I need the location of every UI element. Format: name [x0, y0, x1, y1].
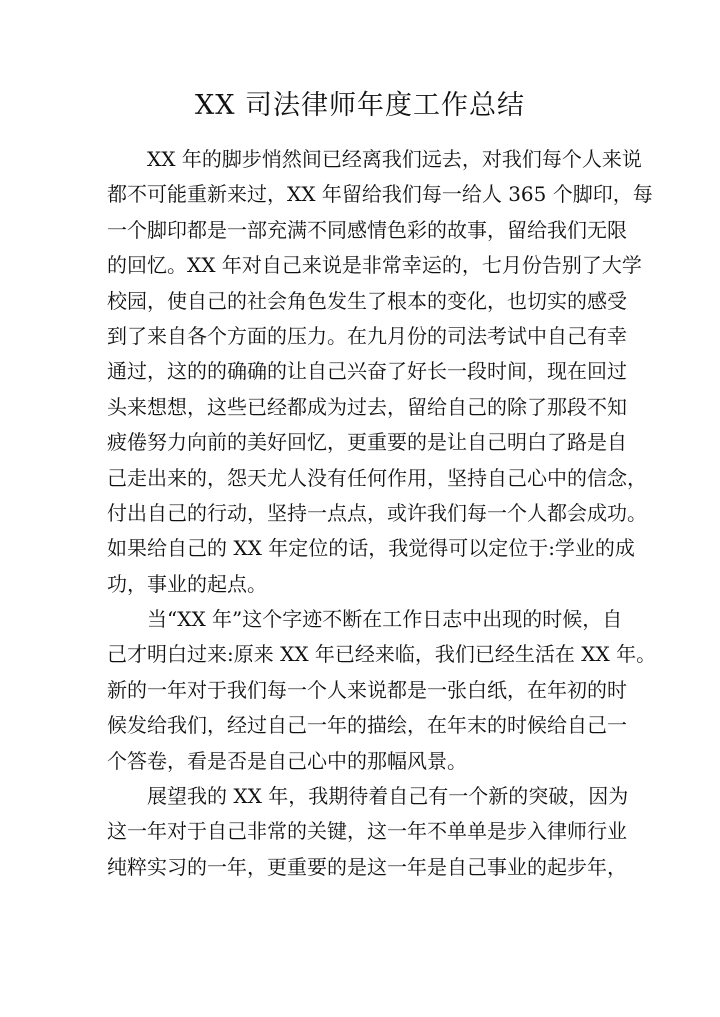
paragraph-1-line-2: 都不可能重新来过，XX 年留给我们每一给人 365 个脚印，每	[107, 182, 653, 207]
document-body	[107, 142, 657, 885]
paragraph-3-line-2: 这一年对于自己非常的关键，这一年不单单是步入律师行业	[107, 819, 627, 844]
paragraph-1-line-4: 的回忆。XX 年对自己来说是非常幸运的，七月份告别了大学	[107, 253, 642, 278]
paragraph-1-line-5: 校园，使自己的社会角色发生了根本的变化，也切实的感受	[107, 288, 627, 313]
paragraph-2-line-1: 当“XX 年”这个字迹不断在工作日志中出现的时候，自	[147, 607, 623, 632]
paragraph-1-line-13: 功，事业的起点。	[107, 571, 267, 596]
paragraph-3-line-3: 纯粹实习的一年，更重要的是这一年是自己事业的起步年，	[107, 854, 627, 879]
document-title: XX 司法律师年度工作总结	[194, 90, 526, 121]
paragraph-1-line-12: 如果给自己的 XX 年定位的话，我觉得可以定位于:学业的成	[107, 536, 635, 561]
paragraph-2-line-3: 新的一年对于我们每一个人来说都是一张白纸，在年初的时	[107, 677, 627, 702]
paragraph-2-line-4: 候发给我们，经过自己一年的描绘，在年末的时候给自己一	[107, 713, 627, 738]
paragraph-1-line-11: 付出自己的行动，坚持一点点，或许我们每一个人都会成功。	[107, 500, 647, 525]
paragraph-1-line-10: 己走出来的，怨天尤人没有任何作用，坚持自己心中的信念，	[107, 465, 647, 490]
paragraph-2-line-5: 个答卷，看是否是自己心中的那幅风景。	[107, 748, 467, 773]
paragraph-1-line-8: 头来想想，这些已经都成为过去，留给自己的除了那段不知	[107, 394, 627, 419]
paragraph-1-line-9: 疲倦努力向前的美好回忆，更重要的是让自己明白了路是自	[107, 430, 627, 455]
paragraph-2-line-2: 己才明白过来:原来 XX 年已经来临，我们已经生活在 XX 年。	[107, 642, 657, 667]
paragraph-1-line-1: XX 年的脚步悄然间已经离我们远去，对我们每个人来说	[147, 147, 642, 171]
paragraph-1-line-7: 通过，这的的确确的让自己兴奋了好长一段时间，现在回过	[107, 359, 627, 384]
paragraph-1-line-6: 到了来自各个方面的压力。在九月份的司法考试中自己有幸	[107, 323, 627, 348]
paragraph-1-line-3: 一个脚印都是一部充满不同感情色彩的故事，留给我们无限	[107, 217, 627, 242]
paragraph-3-line-1: 展望我的 XX 年，我期待着自己有一个新的突破，因为	[147, 784, 629, 809]
